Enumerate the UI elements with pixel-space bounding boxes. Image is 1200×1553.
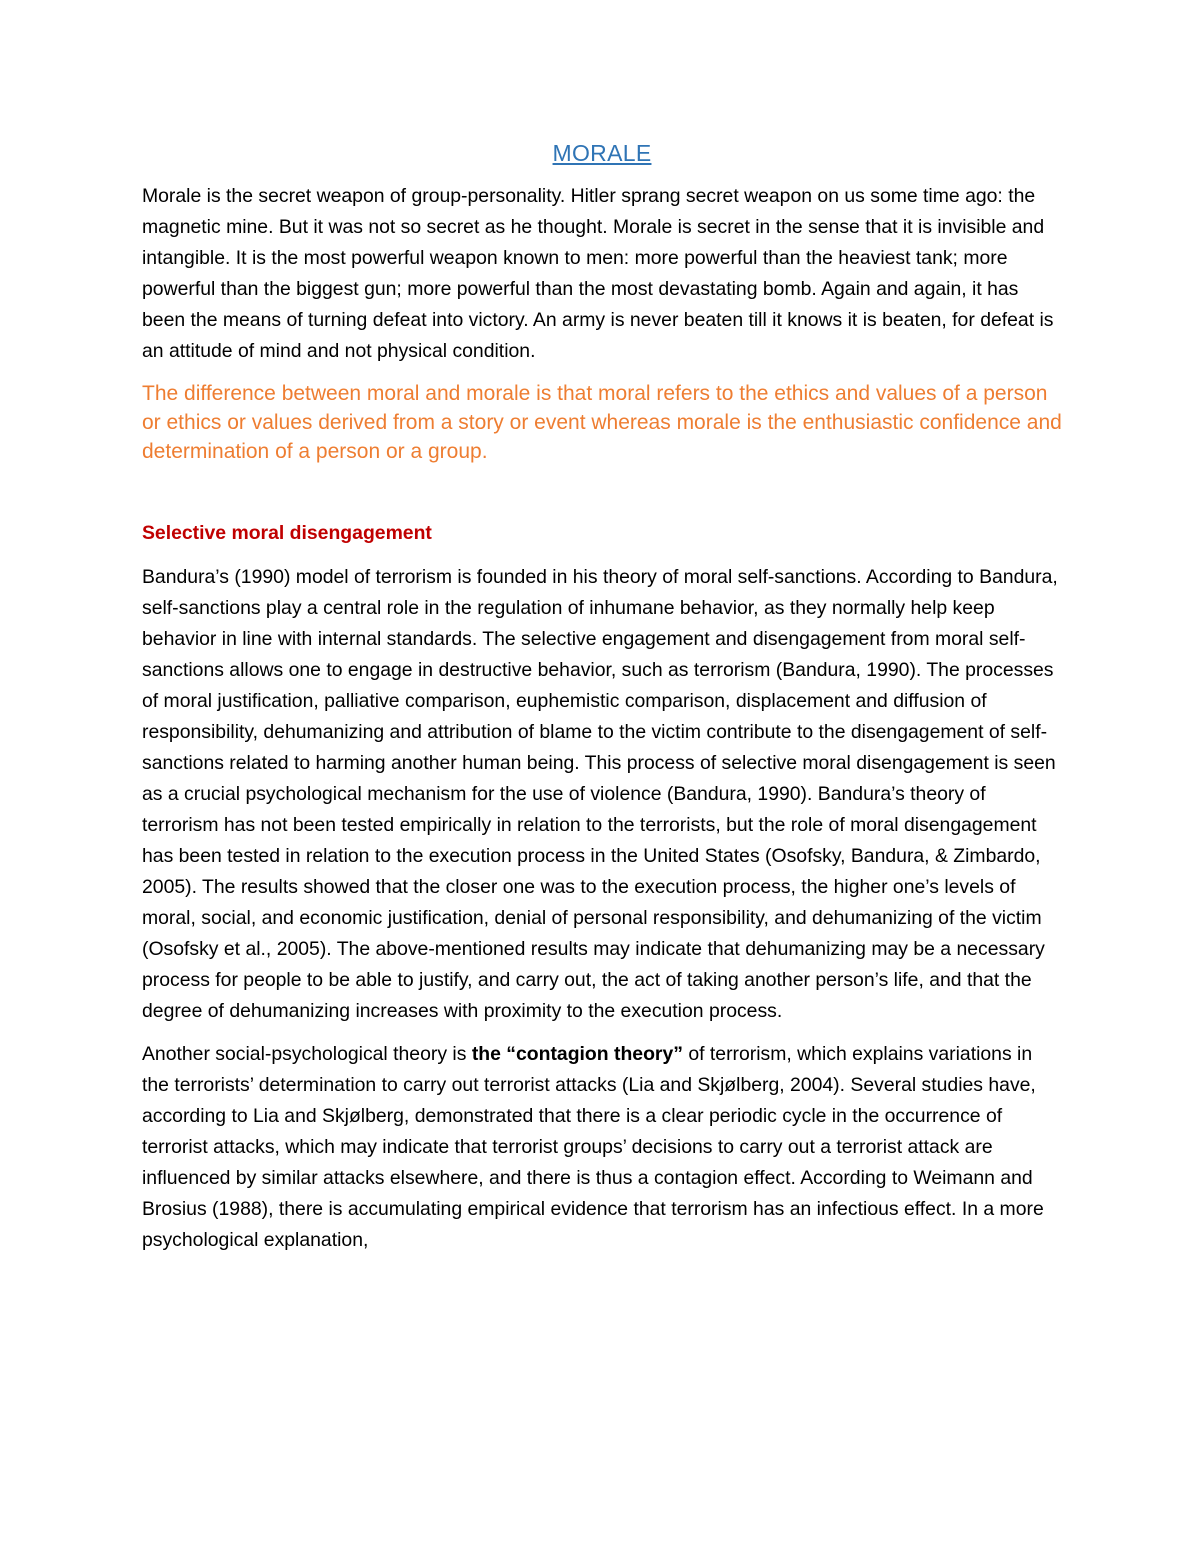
contagion-text-start: Another social-psychological theory is xyxy=(142,1043,472,1065)
morale-paragraph: Morale is the secret weapon of group-personality. Hitler sprang secret weapon on us some time ago: the magnetic mine. But it was not so secret as he thought. Morale is secret in the sense that it is invisible and intangible. It is the most powerful weapon known to men: more powerful than the heaviest tank; more powerful than the biggest gun; more powerful than the most devastating bomb. Again and again, it has been the means of turning defeat into victory. An army is never beaten till it knows it is beaten, for defeat is an attitude of mind and not physical condition. xyxy=(142,185,1054,362)
section-heading: Selective moral disengagement xyxy=(142,522,432,544)
contagion-text-rest: of terrorism, which explains variations in the terrorists’ determination to carry out terrorist attacks (Lia and Skjølberg, 2004). Several studies have, according to Lia and Skjølberg, demonstrated that there is a clear periodic cycle in the occurrence of terrorist attacks, which may indicate that terrorist groups’ decisions to carry out a terrorist attack are influenced by similar attacks elsewhere, and there is thus a contagion effect. According to Weimann and Brosius (1988), there is accumulating empirical evidence that terrorism has an infectious effect. In a more psychological explanation, xyxy=(142,1043,1044,1251)
document-title: MORALE xyxy=(552,140,652,166)
contagion-paragraph xyxy=(142,1039,1062,1256)
moral-vs-morale-paragraph: The difference between moral and morale is that moral refers to the ethics and values of a person or ethics or values derived from a story or event whereas morale is the enthusiastic confidence and determination of a person or a group. xyxy=(142,382,1062,463)
bandura-paragraph: Bandura’s (1990) model of terrorism is founded in his theory of moral self-sanctions. According to Bandura, self-sanctions play a central role in the regulation of inhumane behavior, as they normally help keep behavior in line with internal standards. The selective engagement and disengagement from moral self-sanctions allows one to engage in destructive behavior, such as terrorism (Bandura, 1990). The processes of moral justification, palliative comparison, euphemistic comparison, displacement and diffusion of responsibility, dehumanizing and attribution of blame to the victim contribute to the disengagement of self-sanctions related to harming another human being. This process of selective moral disengagement is seen as a crucial psychological mechanism for the use of violence (Bandura, 1990). Bandura’s theory of terrorism has not been tested empirically in relation to the terrorists, but the role of moral disengagement has been tested in relation to the execution process in the United States (Osofsky, Bandura, & Zimbardo, 2005). The results showed that the closer one was to the execution process, the higher one’s levels of moral, social, and economic justification, denial of personal responsibility, and dehumanizing of the victim (Osofsky et al., 2005). The above-mentioned results may indicate that dehumanizing may be a necessary process for people to be able to justify, and carry out, the act of taking another person’s life, and that the degree of dehumanizing increases with proximity to the execution process. xyxy=(142,566,1058,1022)
contagion-theory-term: the “contagion theory” xyxy=(471,1043,683,1065)
document-page xyxy=(142,140,1062,1256)
